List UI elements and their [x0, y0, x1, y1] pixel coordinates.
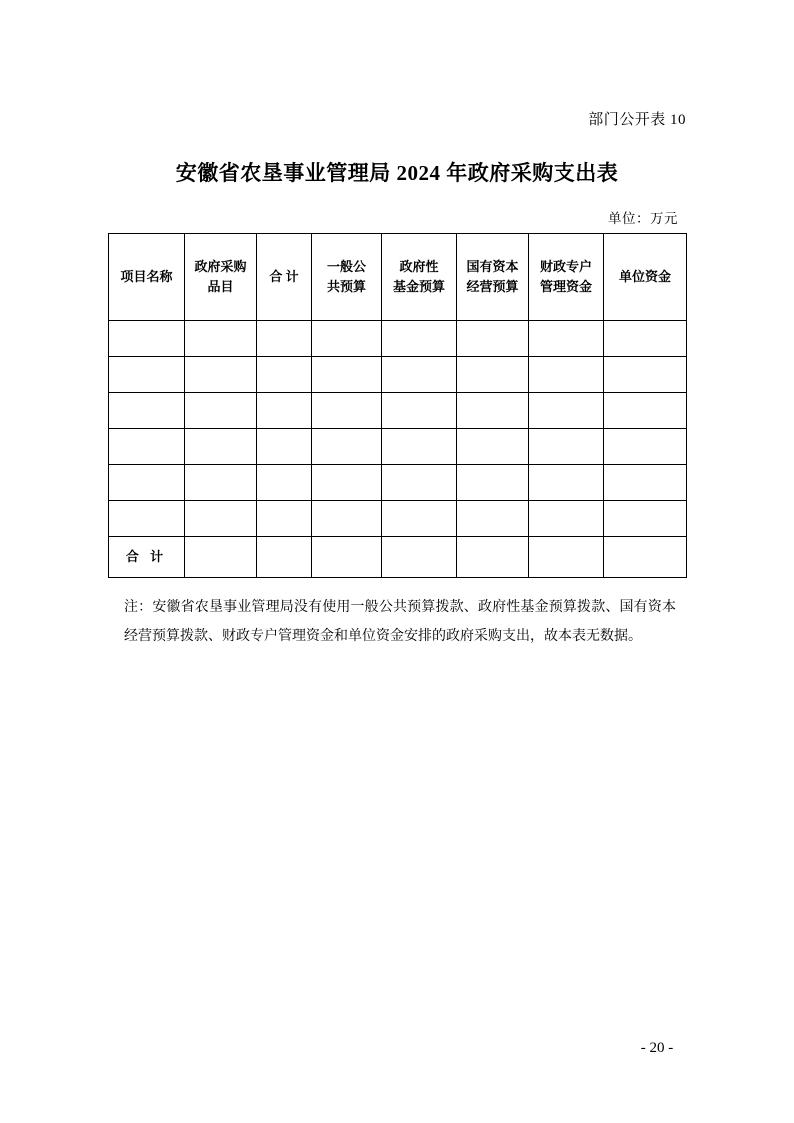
form-code: 部门公开表 10: [588, 112, 686, 128]
table-cell: [529, 393, 604, 429]
table-row: [109, 321, 687, 357]
column-header-line1: 财政专户: [539, 258, 592, 274]
column-header-line1: 单位资金: [618, 268, 671, 284]
table-cell: [312, 465, 382, 501]
table-cell: [604, 501, 687, 537]
column-header-procurement-item: [185, 234, 257, 321]
table-cell: [185, 357, 257, 393]
table-total-row: [109, 537, 687, 578]
table-cell: [604, 357, 687, 393]
column-header-line2: 基金预算: [392, 279, 445, 294]
column-header-fiscal-special-account-funds: [529, 234, 604, 321]
table-cell: [312, 357, 382, 393]
table-header-row: [109, 234, 687, 321]
table-cell: [109, 357, 185, 393]
table-row: [109, 393, 687, 429]
total-cell: [529, 537, 604, 578]
table-cell: [257, 393, 312, 429]
total-row-label: 合 计: [109, 537, 185, 578]
column-header-line2: 管理资金: [539, 279, 592, 294]
page-title: 安徽省农垦事业管理局 2024 年政府采购支出表: [175, 161, 619, 185]
table-cell: [457, 465, 529, 501]
column-header-state-capital-operation-budget: [457, 234, 529, 321]
table-cell: [257, 429, 312, 465]
table-cell: [312, 393, 382, 429]
procurement-expenditure-table: [108, 233, 687, 578]
page-number: - 20 -: [640, 1040, 674, 1056]
table-cell: [604, 393, 687, 429]
column-header-line1: 国有资本: [466, 258, 519, 274]
table-cell: [382, 465, 457, 501]
table-cell: [382, 321, 457, 357]
column-header-line2: 共预算: [326, 279, 366, 294]
column-header-line1: 政府采购: [194, 258, 247, 274]
table-cell: [457, 321, 529, 357]
table-cell: [257, 501, 312, 537]
table-cell: [457, 393, 529, 429]
table-cell: [312, 321, 382, 357]
table-row: [109, 465, 687, 501]
table-cell: [382, 357, 457, 393]
table-cell: [382, 501, 457, 537]
column-header-line1: 合 计: [269, 268, 299, 284]
table-cell: [529, 429, 604, 465]
table-cell: [529, 501, 604, 537]
table-cell: [382, 429, 457, 465]
total-cell: [457, 537, 529, 578]
column-header-project-name: [109, 234, 185, 321]
table-cell: [604, 429, 687, 465]
table-cell: [604, 321, 687, 357]
table-cell: [382, 393, 457, 429]
column-header-government-fund-budget: [382, 234, 457, 321]
column-header-line1: 政府性: [399, 258, 439, 274]
column-header-unit-funds: [604, 234, 687, 321]
table-cell: [185, 501, 257, 537]
table-cell: [257, 321, 312, 357]
table-cell: [109, 429, 185, 465]
column-header-line1: 项目名称: [120, 268, 173, 284]
total-cell: [185, 537, 257, 578]
table-row: [109, 501, 687, 537]
table-cell: [109, 501, 185, 537]
table-cell: [457, 501, 529, 537]
table-cell: [529, 321, 604, 357]
table-cell: [529, 465, 604, 501]
unit-label: 单位：万元: [608, 211, 678, 226]
table-cell: [604, 465, 687, 501]
table-cell: [185, 429, 257, 465]
table-row: [109, 429, 687, 465]
column-header-line1: 一般公: [326, 258, 366, 274]
table-cell: [257, 357, 312, 393]
table-row: [109, 357, 687, 393]
table-cell: [109, 393, 185, 429]
total-cell: [604, 537, 687, 578]
table-cell: [185, 393, 257, 429]
table-cell: [312, 501, 382, 537]
table-cell: [312, 429, 382, 465]
column-header-line2: 经营预算: [466, 279, 519, 294]
table-cell: [457, 357, 529, 393]
total-cell: [312, 537, 382, 578]
table-cell: [457, 429, 529, 465]
table-cell: [109, 321, 185, 357]
table-cell: [257, 465, 312, 501]
table-cell: [185, 465, 257, 501]
table-cell: [109, 465, 185, 501]
table-cell: [529, 357, 604, 393]
column-header-general-public-budget: [312, 234, 382, 321]
column-header-total: [257, 234, 312, 321]
total-cell: [257, 537, 312, 578]
total-cell: [382, 537, 457, 578]
table-note: 注：安徽省农垦事业管理局没有使用一般公共预算拨款、政府性基金预算拨款、国有资本经营预算拨款、财政专户管理资金和单位资金安排的政府采购支出，故本表无数据。: [124, 600, 676, 644]
column-header-line2: 品目: [207, 279, 234, 294]
table-cell: [185, 321, 257, 357]
